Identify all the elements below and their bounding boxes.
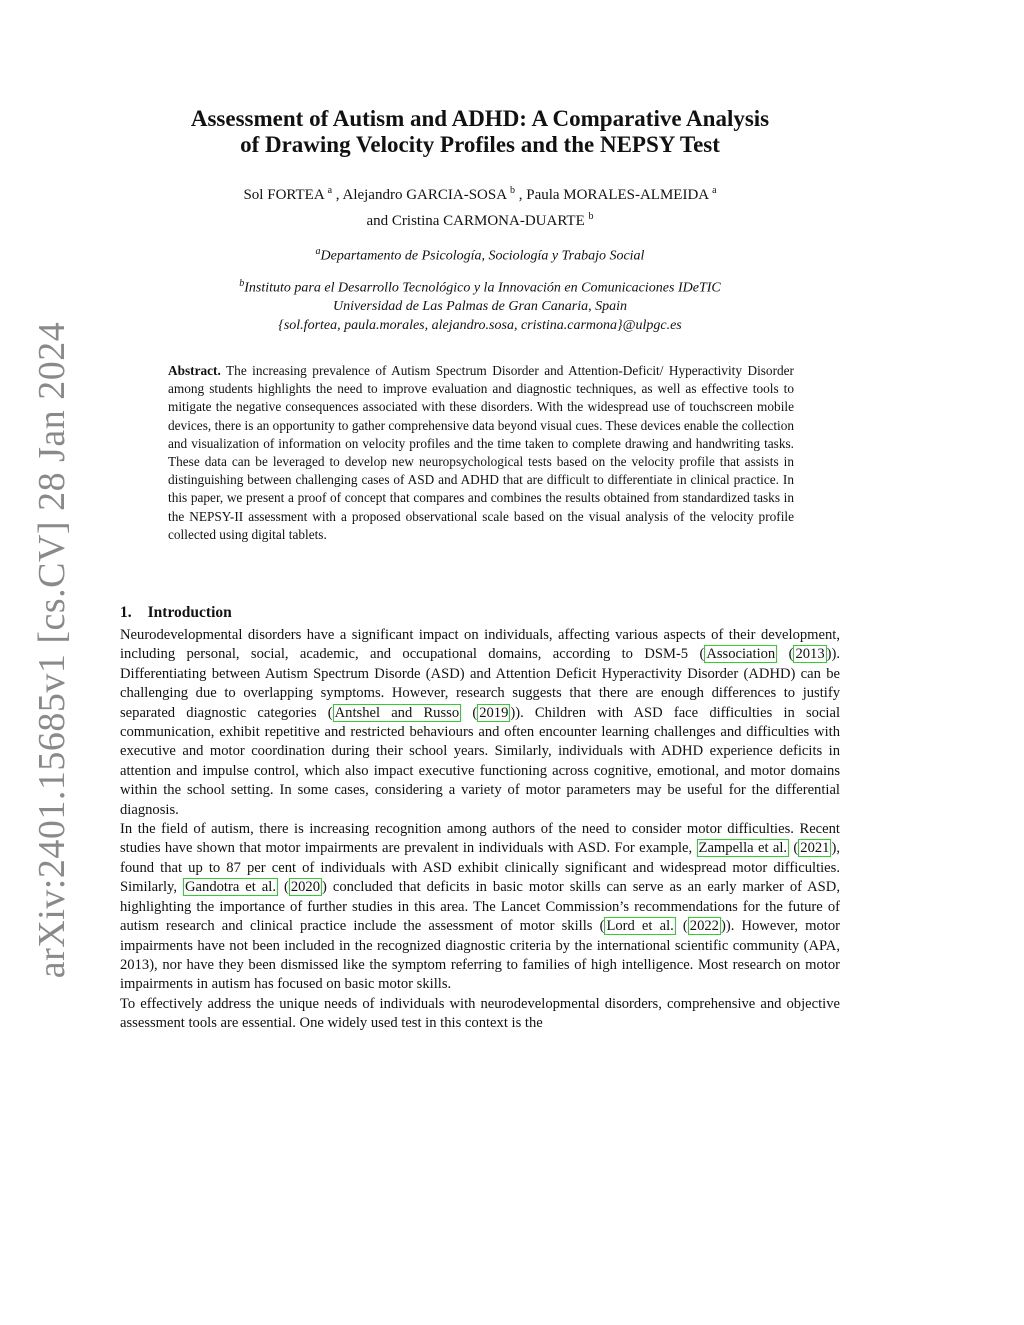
paragraph xyxy=(120,626,840,820)
text-run: ( xyxy=(777,646,794,663)
author-separator: , xyxy=(332,187,343,203)
text-run: Neurodevelopmental disorders have a significant impact on individuals, affecting various aspects of their development, including personal, social, academic, and occupational domains, according to DSM-5 ( xyxy=(120,627,840,663)
affiliation-b xyxy=(120,274,840,298)
section-heading-introduction xyxy=(120,604,232,622)
paragraph: To effectively address the unique needs of individuals with neurodevelopmental disorders, comprehensive and objective assessment tools are essential. One widely used test in this context is the xyxy=(120,995,840,1032)
affiliation-text: Departamento de Psicología, Sociología y Trabajo Social xyxy=(320,248,645,264)
author-name: Sol FORTEA xyxy=(243,187,324,203)
affiliation-mark: b xyxy=(239,277,245,289)
title-line-2: of Drawing Velocity Profiles and the NEPSY Test xyxy=(240,132,720,157)
author-line-2 xyxy=(120,206,840,232)
citation-year-link[interactable]: 2020 xyxy=(290,879,320,896)
abstract xyxy=(168,362,794,544)
affiliation-a xyxy=(120,242,840,266)
contact-emails: {sol.fortea, paula.morales, alejandro.sosa, cristina.carmona}@ulpgc.es xyxy=(278,318,682,334)
citation-year-link[interactable]: 2013 xyxy=(795,646,825,663)
citation-year-link[interactable]: 2021 xyxy=(800,840,830,857)
citation-year-link[interactable]: 2022 xyxy=(689,918,719,935)
paper-title xyxy=(120,106,840,158)
author-affiliation-mark: a xyxy=(327,185,333,196)
author-affiliation-mark: a xyxy=(712,185,717,196)
abstract-heading: Abstract. xyxy=(168,363,221,378)
text-run: ( xyxy=(675,918,688,935)
citation-link[interactable]: Antshel and Russo xyxy=(334,704,460,721)
title-line-1: Assessment of Autism and ADHD: A Comparative Analysis xyxy=(190,106,770,131)
citation-year-link[interactable]: 2019 xyxy=(479,704,509,721)
text-run: ( xyxy=(789,840,799,857)
author-affiliation-mark: b xyxy=(588,211,594,222)
text-run: )). However, motor impairments have not been included in the recognized diagnostic criteria by the international scientific community (APA, 2013), nor have they been dismissed like the symptom referring to families of high intelligence. Most research on motor impairments in autism has focused on basic motor skills. xyxy=(120,918,840,993)
text-run: )). Differentiating between Autism Spectrum Disorde (ASD) and Attention Deficit Hyperactivity Disorder (ADHD) can be challenging due to overlapping symptoms. However, research suggests that there are enough differences to justify separated diagnostic categories ( xyxy=(120,646,840,721)
arxiv-identifier-stamp: arXiv:2401.15685v1 [cs.CV] 28 Jan 2024 xyxy=(31,321,73,979)
section-number: 1. xyxy=(120,604,132,621)
citation-link[interactable]: Zampella et al. xyxy=(698,840,788,857)
text-run: ( xyxy=(461,704,478,721)
text-run: ), found that up to 87 per cent of individuals with ASD exhibit clinically significant and widespread motor difficulties. Similarly, xyxy=(120,840,840,896)
introduction-body xyxy=(120,626,840,1034)
citation-link[interactable]: Association xyxy=(706,646,776,663)
author-list xyxy=(120,180,840,232)
citation-link[interactable]: Gandotra et al. xyxy=(185,879,276,896)
text-run: ( xyxy=(277,879,289,896)
author-name: Cristina CARMONA-DUARTE xyxy=(391,213,585,229)
affiliation-text: Instituto para el Desarrollo Tecnológico y la Innovación en Comunicaciones IDeTIC xyxy=(244,280,721,296)
affiliation-university: Universidad de Las Palmas de Gran Canaria, Spain xyxy=(333,299,627,315)
text-run: )). Children with ASD face difficulties in social communication, exhibit repetitive and restricted behaviours and often encounter learning challenges and difficulties with executive and motor coordination during their school years. Similarly, individuals with ADHD experience deficits in attention and impulse control, which also impact executive functioning across cognitive, emotional, and motor domains within the school setting. In some cases, considering a variety of motor parameters may be useful for the differential diagnosis. xyxy=(120,704,841,818)
text-run: ) concluded that deficits in basic motor skills can serve as an early marker of ASD, highlighting the importance of further studies in this area. The Lancet Commission’s recommendations for the future of autism research and clinical practice include the assessment of motor skills ( xyxy=(120,879,840,935)
text-run: In the field of autism, there is increasing recognition among authors of the need to consider motor difficulties. Recent studies have shown that motor impairments are prevalent in individuals with ASD. For example, xyxy=(120,821,840,857)
author-conjunction: and xyxy=(366,213,392,229)
author-name: Paula MORALES-ALMEIDA xyxy=(526,187,709,203)
abstract-text: The increasing prevalence of Autism Spectrum Disorder and Attention-Deficit/ Hyperactivity Disorder among students highlights the need to improve evaluation and diagnostic techniques, as well as effective tools to mitigate the negative consequences associated with these disorders. With the widespread use of touchscreen mobile devices, there is an opportunity to gather comprehensive data beyond visual cues. These devices enable the collection and visualization of information on velocity profiles and the time taken to complete drawing and handwriting tasks. These data can be leveraged to develop new neuropsychological tests based on the velocity profile that assists in distinguishing between challenging cases of ASD and ADHD that are difficult to differentiate in clinical practice. In this paper, we present a proof of concept that compares and combines the results obtained from standardized tasks in the NEPSY-II assessment with a proposed observational scale based on the visual analysis of the velocity profile collected using digital tablets. xyxy=(168,363,794,542)
author-line-1 xyxy=(120,180,840,206)
author-affiliation-mark: b xyxy=(509,185,515,196)
paragraph xyxy=(120,820,840,995)
section-title: Introduction xyxy=(147,604,232,621)
citation-link[interactable]: Lord et al. xyxy=(606,918,674,935)
author-name: Alejandro GARCIA-SOSA xyxy=(342,187,507,203)
affiliation-mark: a xyxy=(315,246,321,257)
affiliations xyxy=(120,242,840,335)
author-separator: , xyxy=(514,187,527,203)
